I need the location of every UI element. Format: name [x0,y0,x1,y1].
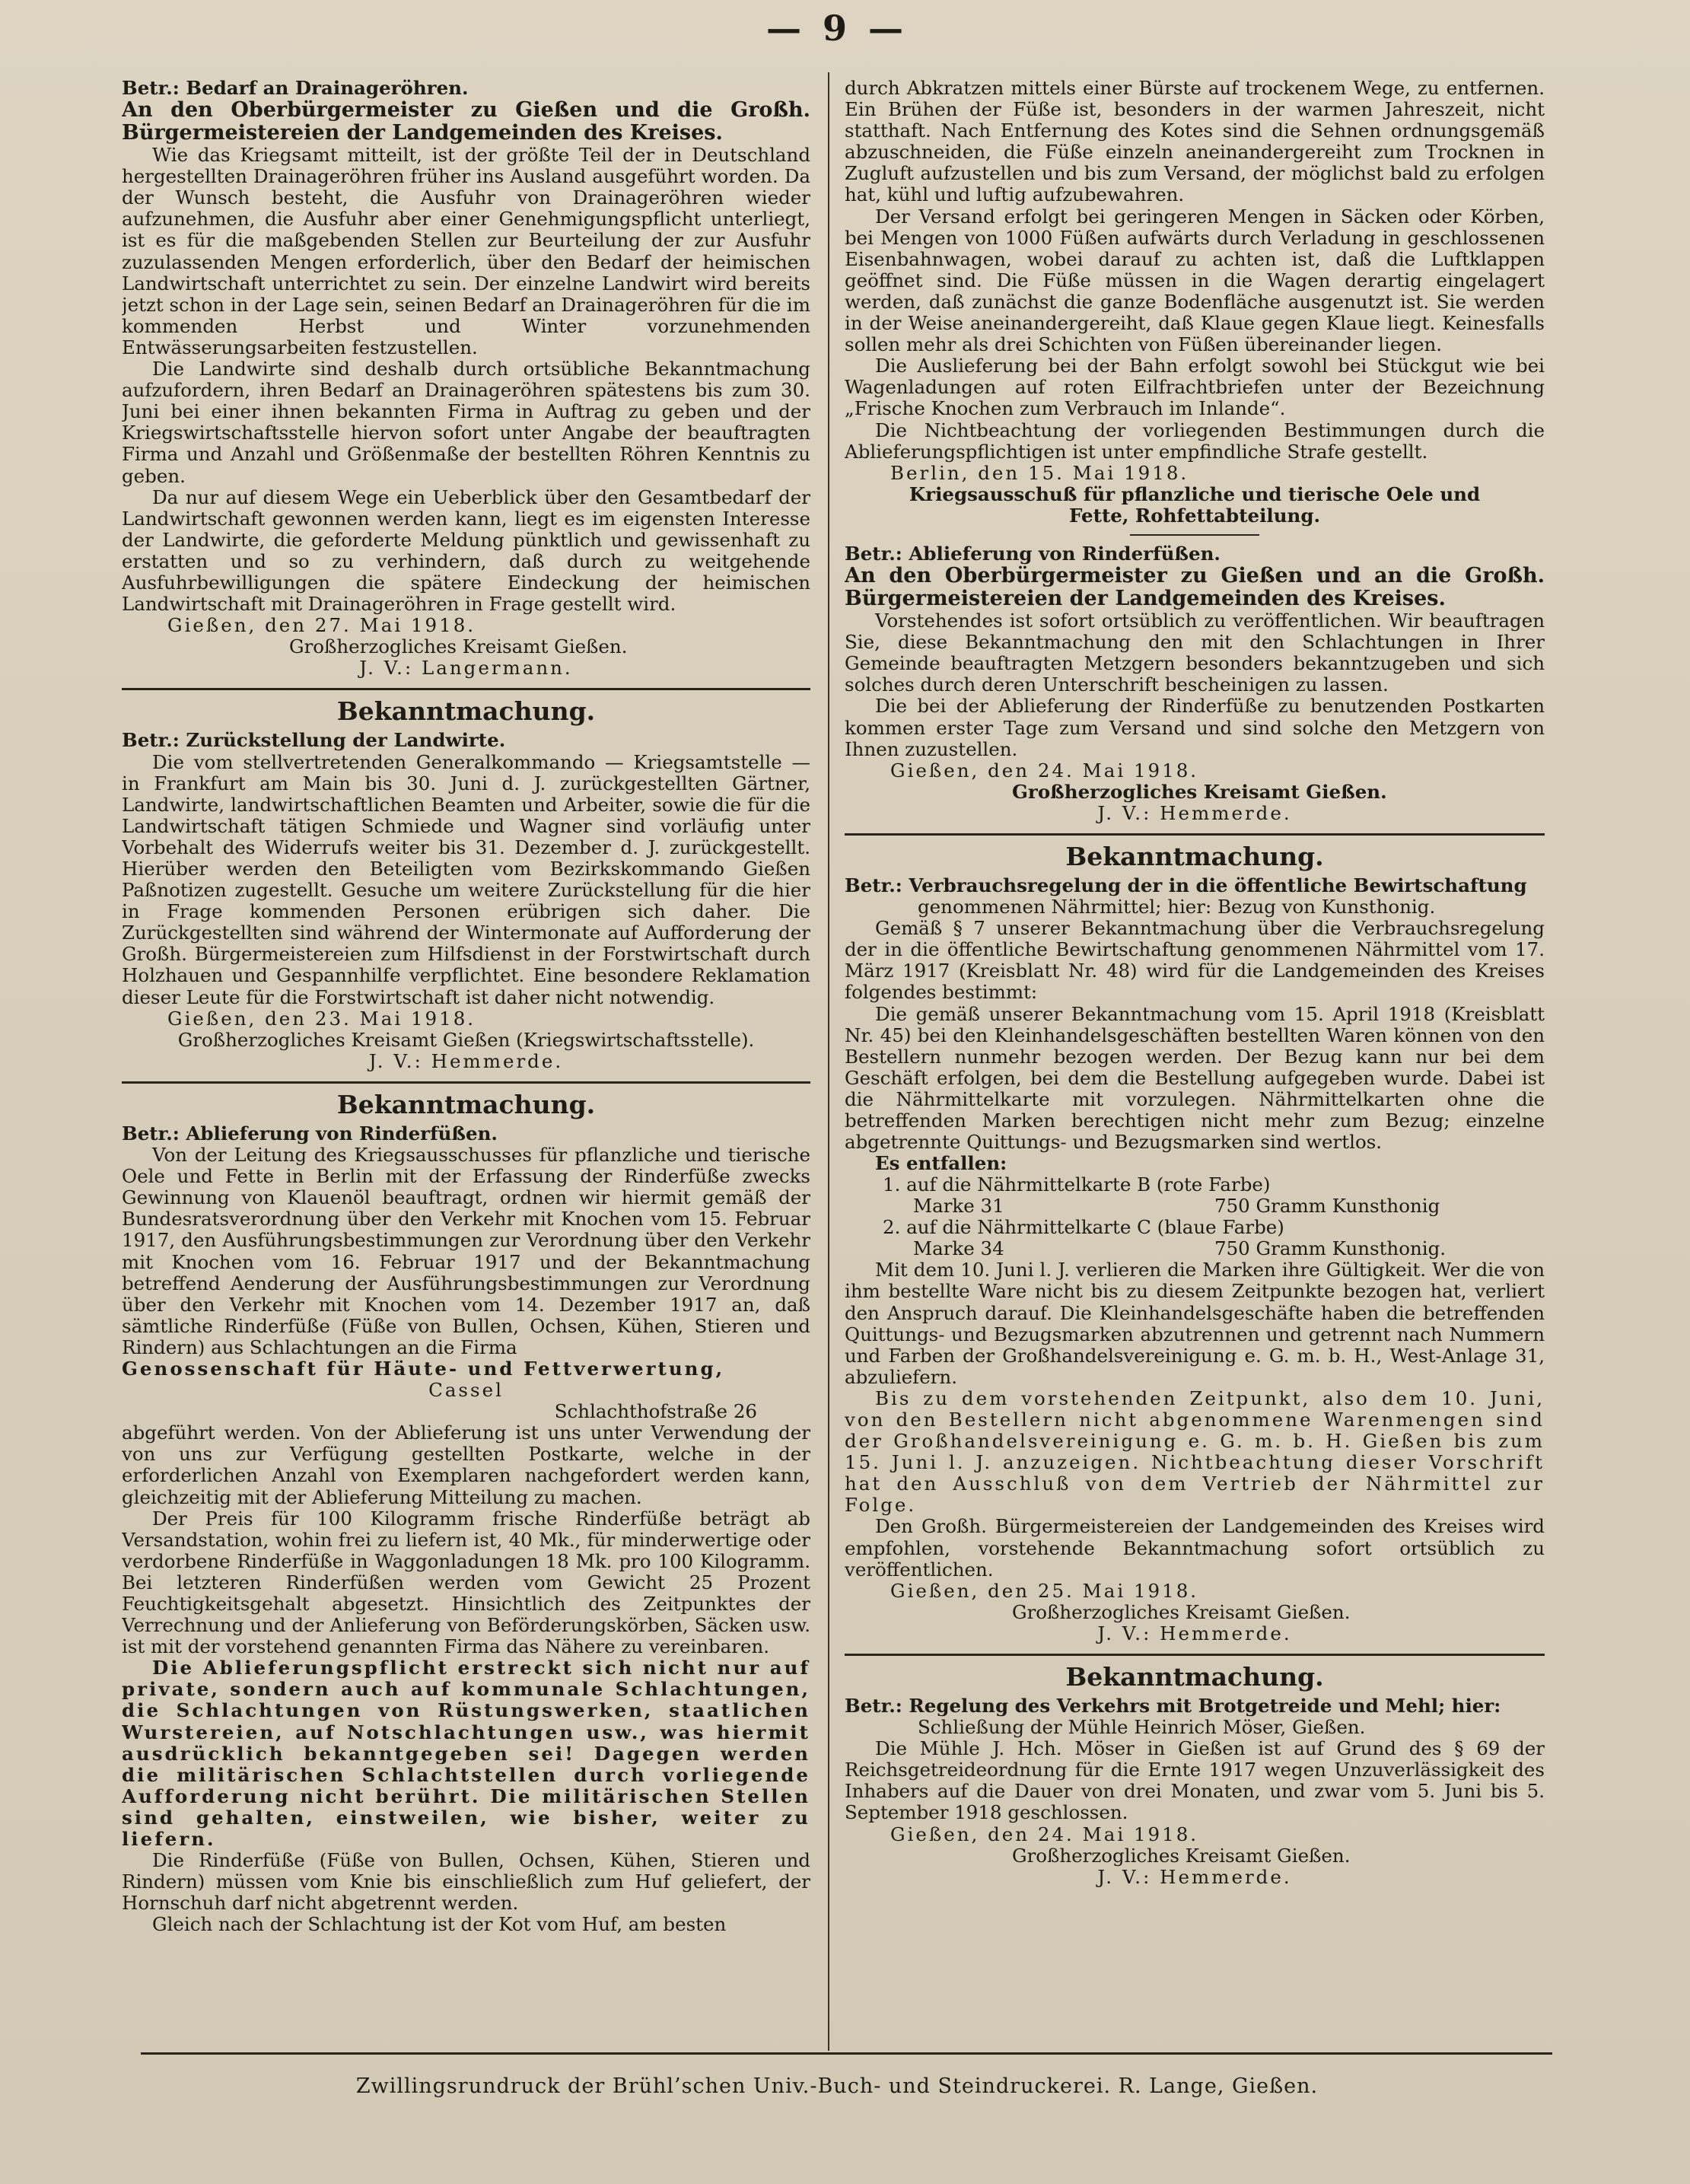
separator-rule [122,688,810,690]
subject-line: Betr.: Zurückstellung der Landwirte. [122,729,506,752]
right-column [845,78,1545,2070]
notice-drainage-pipes [122,78,810,679]
subject-line-2: genommenen Nährmittel; hier: Bezug von Kunsthonig. [918,896,1436,918]
notice-farmer-deferment [122,696,810,1072]
paragraph: Die Nichtbeachtung der vorliegenden Bestimmungen durch die Ablieferungspflichtigen ist unter empfindliche Strafe gestellt. [845,419,1545,463]
signature: J. V.: Hemmerde. [1097,1865,1292,1888]
separator-rule [845,1654,1545,1656]
issuing-office: Großherzogliches Kreisamt Gießen. [289,635,628,658]
paragraph-emphasis: Die Ablieferungspflicht erstreckt sich nicht nur auf private, sondern auch auf kommunale Schlachtungen, die Schlachtungen von Rüstungswerken, staatlichen Wurstereien, auf Notschlachtungen usw., was hiermit ausdrücklich bekanntgegeben sei! Dagegen werden die militärischen Schlachtstellen durch vorliegende Aufforderung nicht berührt. Die militärischen Stellen sind gehalten, einstweilen, wie bisher, weiter zu liefern. [122,1657,810,1851]
printer-imprint: Zwillingsrundruck der Brühl’schen Univ.-Buch- und Steindruckerei. R. Lange, Gießen. [355,2074,1319,2098]
paragraph: Die Auslieferung bei der Bahn erfolgt sowohl bei Stückgut wie bei Wagenladungen auf roten Eilfrachtbriefen unter der Bezeichnung „Frische Knochen zum Verbrauch im Inlande“. [845,355,1545,420]
stamp-number: Marke 34 [913,1237,1004,1260]
paragraph-emphasis: Bis zu dem vorstehenden Zeitpunkt, also dem 10. Juni, von den Bestellern nicht abgenommene Warenmengen sind der Großhandelsvereinigung e. G. m. b. H. Gießen bis zum 15. Juni l. J. anzuzeigen. Nichtbeachtung dieser Vorschrift hat den Ausschluß von dem Vertrieb der Nährmittel zur Folge. [845,1386,1545,1517]
paragraph: Vorstehendes ist sofort ortsüblich zu veröffentlichen. Wir beauftragen Sie, diese Bekanntmachung den mit den Schlachtungen in Ihrer Gemeinde beauftragten Metzgern besonders bekanntzugeben und sich solches durch deren Unterschrift bescheinigen zu lassen. [845,610,1545,696]
place-date: Gießen, den 24. Mai 1918. [890,759,1199,782]
list-item [883,1174,1458,1195]
notice-mill-closure [845,1662,1545,1888]
issuing-office: Großherzogliches Kreisamt Gießen. [1012,1600,1351,1623]
paragraph: Gemäß § 7 unserer Bekanntmachung über die Verbrauchsregelung der in die öffentliche Bewirtschaftung genommenen Nährmittel vom 17. März 1917 (Kreisblatt Nr. 48) wird für die Landgemeinden des Kreises folgendes bestimmt: [845,917,1545,1004]
notice-title: Bekanntmachung. [1065,842,1324,871]
place-date: Gießen, den 25. Mai 1918. [890,1579,1199,1602]
paragraph: Von der Leitung des Kriegsausschusses für pflanzliche und tierische Oele und Fette in Berlin mit der Erfassung der Rinderfüße zwecks Gewinnung von Klauenöl beauftragt, ordnen wir hiermit gemäß der Bundesratsverordnung über den Verkehr mit Knochen vom 15. Februar 1917, den Ausführungsbestimmungen zur Verordnung über den Verkehr mit Knochen vom 16. Februar 1917 und der Bekanntmachung betreffend Aenderung der Ausführungsbestimmungen zur Verordnung über den Verkehr mit Knochen vom 14. Dezember 1917 an, daß sämtliche Rinderfüße (Füße von Bullen, Ochsen, Kühen, Stieren und Rindern) aus Schlachtungen an die Firma [122,1144,810,1358]
place-date: Berlin, den 15. Mai 1918. [890,461,1189,484]
paragraph: Die bei der Ablieferung der Rinderfüße zu benutzenden Postkarten kommen erster Tage zum Versand und sind solche den Metzgern von Ihnen zuzustellen. [845,695,1545,760]
issuing-office: Großherzogliches Kreisamt Gießen. [1012,1844,1351,1867]
paragraph: Da nur auf diesem Wege ein Ueberblick über den Gesamtbedarf der Landwirtschaft gewonnen werden kann, liegt es im eigensten Interesse der Landwirte, die geforderte Meldung pünktlich und gewissenhaft zu erstatten und so zu verhindern, daß durch zu weitgehende Ausfuhrbewilligungen die spätere Eindeckung der heimischen Landwirtschaft mit Drainageröhren in Frage gestellt wird. [122,486,810,616]
place-date: Gießen, den 24. Mai 1918. [890,1823,1199,1845]
place-date: Gießen, den 23. Mai 1918. [167,1007,476,1030]
firm-city: Cassel [428,1379,504,1402]
quantity: 750 Gramm Kunsthonig. [1214,1237,1447,1260]
paragraph: Die vom stellvertretenden Generalkommando — Kriegsamtstelle — in Frankfurt am Main bis 30. Juni d. J. zurückgestellten Gärtner, Landwirte, landwirtschaftlichen Beamten und Arbeiter, sowie die für die Landwirtschaft tätigen Schmiede und Wagner sind vorläufig unter Vorbehalt des Widerrufs weiter bis 31. Dezember d. J. zurückgestellt. Hierüber werden den Beteiligten vom Bezirkskommando Gießen Paßnotizen zugestellt. Gesuche um weitere Zurückstellung für die hier in Frage kommenden Personen erübrigen sich daher. Die Zurückgestellten sind während der Wintermonate auf Aufforderung der Großh. Bürgermeistereien zum Hilfsdienst in der Forstwirtschaft durch Holzhauen und Gespannhilfe verpflichtet. Eine besondere Reklamation dieser Leute für die Forstwirtschaft ist daher nicht notwendig. [122,750,810,1008]
firm-name: Genossenschaft für Häute- und Fettverwertung, [122,1357,725,1380]
notice-title: Bekanntmachung. [336,1089,596,1119]
paragraph: durch Abkratzen mittels einer Bürste auf trockenem Wege, zu entfernen. Ein Brühen der Füße ist, besonders in der warmen Jahreszeit, nicht statthaft. Nach Entfernung des Kotes sind die Sehnen ordnungsgemäß abzuschneiden, die Füße einzeln aneinandergereiht zum Trocknen in Zugluft aufzustellen und bis zum Versand, der möglichst bald zu erfolgen hat, kühl und luftig aufzubewahren. [845,78,1545,206]
list-intro: Es entfallen: [875,1152,1007,1175]
list-item [883,1238,1458,1259]
signature: J. V.: Hemmerde. [1097,1622,1292,1644]
issuing-office-line2: Fette, Rohfettabteilung. [1068,504,1320,527]
ration-card-c: 2. auf die Nährmittelkarte C (blaue Farbe) [883,1216,1284,1239]
subject-line: Betr.: Verbrauchsregelung der in die öffentliche Bewirtschaftung [845,874,1527,896]
list-item [883,1195,1458,1217]
issuing-office: Kriegsausschuß für pflanzliche und tierische Oele und [909,482,1481,505]
signature: J. V.: Hemmerde. [1097,801,1292,824]
notice-title: Bekanntmachung. [1065,1662,1324,1692]
paragraph: Der Versand erfolgt bei geringeren Mengen in Säcken oder Körben, bei Mengen von 1000 Füßen aufwärts durch Verladung in geschlossenen Eisenbahnwagen, wobei darauf zu achten ist, daß die Luftklappen geöffnet sind. Die Füße müssen in die Wagen derartig eingelagert werden, daß zunächst die ganze Bodenfläche ausgenutzt ist. Sie werden in der Weise aneinandergereiht, daß Klaue gegen Klaue liegt. Keinesfalls sollen mehr als drei Schichten von Füßen übereinander liegen. [845,205,1545,356]
ration-list [883,1174,1458,1259]
list-item [883,1217,1458,1238]
subject-line: Betr.: Regelung des Verkehrs mit Brotgetreide und Mehl; hier: [845,1695,1501,1717]
column-divider [828,72,829,2051]
notice-artificial-honey [845,842,1545,1644]
paragraph: Die gemäß unserer Bekanntmachung vom 15. April 1918 (Kreisblatt Nr. 45) bei den Kleinhandelsgeschäften bestellten Waren können von den Bestellern nunmehr bezogen werden. Der Bezug kann nur bei dem Geschäft erfolgen, bei dem die Bestellung aufgegeben wurde. Dabei ist die Nährmittelkarte mit vorzulegen. Nährmittelkarten ohne die betreffenden Marken berechtigen nicht mehr zum Bezug; einzelne abgetrennte Quittungs- und Bezugsmarken sind wertlos. [845,1002,1545,1154]
paragraph: Wie das Kriegsamt mitteilt, ist der größte Teil der in Deutschland hergestellten Drainageröhren früher ins Ausland ausgeführt worden. Da der Wunsch besteht, die Ausfuhr von Drainageröhren wieder aufzunehmen, die Ausfuhr aber einer Genehmigungspflicht unterliegt, ist es für die maßgebenden Stellen zur Beurteilung der zur Ausfuhr zuzulassenden Mengen erforderlich, über den Bedarf der heimischen Landwirtschaft unterrichtet zu sein. Der einzelne Landwirt wird bereits jetzt schon in der Lage sein, seinen Bedarf an Drainageröhren für die im kommenden Herbst und Winter vorzunehmenden Entwässerungsarbeiten festzustellen. [122,144,810,358]
addressee: An den Oberbürgermeister zu Gießen und an die Großh. Bürgermeistereien der Landgemeinden des Kreises. [845,564,1545,611]
paragraph: Den Großh. Bürgermeistereien der Landgemeinden des Kreises wird empfohlen, vorstehende Bekanntmachung sofort ortsüblich zu veröffentlichen. [845,1515,1545,1581]
notice-cattle-feet-continued [845,78,1545,527]
place-date: Gießen, den 27. Mai 1918. [167,614,476,637]
paragraph: Mit dem 10. Juni l. J. verlieren die Marken ihre Gültigkeit. Wer die von ihm bestellte Ware nicht bis zu diesem Zeitpunkte bezogen hat, verliert den Anspruch darauf. Die Kleinhandelsgeschäfte haben die betreffenden Quittungs- und Bezugsmarken abzutrennen und getrennt nach Nummern und Farben der Großhandelsvereinigung e. G. m. b. H., West-Anlage 31, abzuliefern. [845,1259,1545,1388]
paragraph: Der Preis für 100 Kilogramm frische Rinderfüße beträgt ab Versandstation, wohin frei zu liefern ist, 40 Mk., für minderwertige oder verdorbene Rinderfüße in Waggonladungen 18 Mk. pro 100 Kilogramm. Bei letzteren Rinderfüßen werden vom Gewicht 25 Prozent Feuchtigkeitsgehalt abgesetzt. Hinsichtlich des Zeitpunktes der Verrechnung und der Anlieferung von Beförderungskörben, Säcken usw. ist mit der vorstehend genannten Firma das Nähere zu vereinbaren. [122,1507,810,1658]
paragraph: abgeführt werden. Von der Ablieferung ist uns unter Verwendung der von uns zur Verfügung gestellten Postkarte, welche in der erforderlichen Anzahl von Exemplaren nachgefordert werden kann, gleichzeitig mit der Ablieferung Mitteilung zu machen. [122,1422,810,1508]
subject-line: Betr.: Ablieferung von Rinderfüßen. [122,1122,498,1145]
subject-line-2: Schließung der Mühle Heinrich Möser, Gießen. [918,1716,1366,1739]
signature: J. V.: Hemmerde. [368,1049,564,1072]
separator-rule [845,833,1545,836]
paragraph: Gleich nach der Schlachtung ist der Kot vom Huf, am besten [152,1913,727,1936]
notice-cattle-feet-order [845,543,1545,824]
quantity: 750 Gramm Kunsthonig [1214,1195,1440,1218]
subject-line: Betr.: Ablieferung von Rinderfüßen. [845,542,1221,565]
paragraph: Die Mühle J. Hch. Möser in Gießen ist auf Grund des § 69 der Reichsgetreideordnung für die Ernte 1917 wegen Unzuverlässigkeit des Inhabers auf die Dauer von drei Monaten, und zwar vom 5. Juni bis 5. September 1918 geschlossen. [845,1737,1545,1824]
signature: J. V.: Langermann. [359,657,573,680]
separator-rule [122,1081,810,1084]
addressee: An den Oberbürgermeister zu Gießen und die Großh. Bürgermeistereien der Landgemeinden des Kreises. [122,98,810,145]
stamp-number: Marke 31 [913,1195,1004,1218]
paragraph: Die Landwirte sind deshalb durch ortsübliche Bekanntmachung aufzufordern, ihren Bedarf an Drainageröhren spätestens bis zum 30. Juni bei einer ihnen bekannten Firma in Auftrag zu geben und der Kriegswirtschaftsstelle hiervon sofort unter Angabe der beauftragten Firma und Anzahl und Größenmaße der bestellten Röhren Kenntnis zu geben. [122,358,810,487]
paragraph: Die Rinderfüße (Füße von Bullen, Ochsen, Kühen, Stieren und Rindern) müssen vom Knie bis einschließlich zum Huf geliefert, der Hornschuh darf nicht abgetrennt werden. [122,1849,810,1915]
ration-card-b: 1. auf die Nährmittelkarte B (rote Farbe) [883,1173,1271,1196]
issuing-office: Großherzogliches Kreisamt Gießen (Kriegswirtschaftsstelle). [177,1028,755,1051]
short-separator [1130,534,1259,536]
firm-street: Schlachthofstraße 26 [554,1400,757,1423]
left-column [122,78,810,2070]
footer-rule [141,2052,1552,2055]
page-number: — 9 — [765,8,909,49]
notice-cattle-feet [122,1090,810,1936]
issuing-office: Großherzogliches Kreisamt Gießen. [1012,780,1387,803]
notice-title: Bekanntmachung. [336,696,596,727]
subject-line: Betr.: Bedarf an Drainageröhren. [122,78,469,99]
